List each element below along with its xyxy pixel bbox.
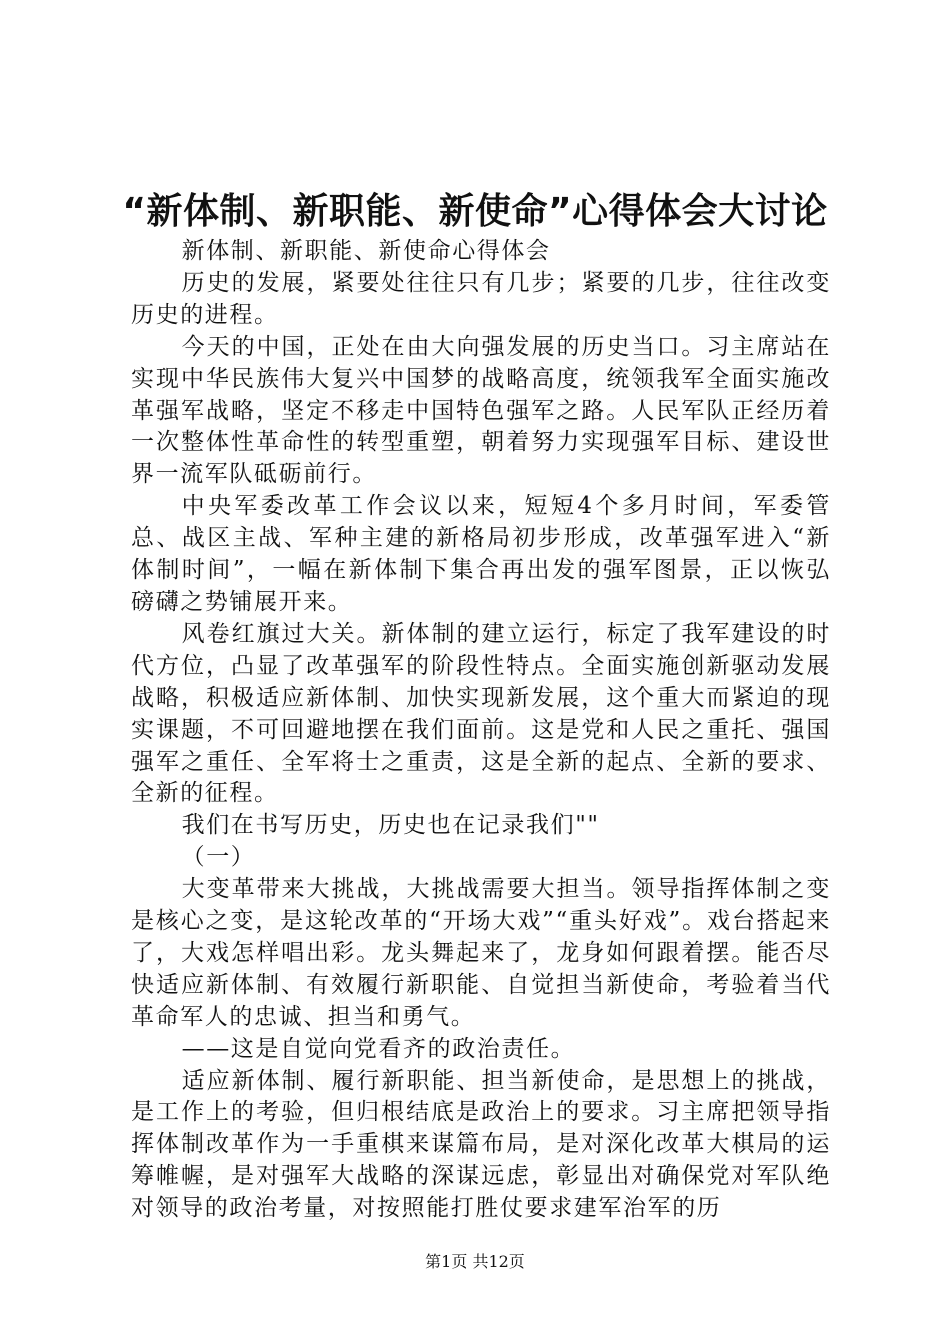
page-footer: 第1页 共12页 (425, 1252, 525, 1271)
paragraph: 今天的中国，正处在由大向强发展的历史当口。习主席站在实现中华民族伟大复兴中国梦的战略高度，统领我军全面实施改革强军战略，坚定不移走中国特色强军之路。人民军队正经历着一次整体性革命性的转型重塑，朝着努力实现强军目标、建设世界一流军队砥砺前行。 (131, 333, 831, 488)
paragraph: 中央军委改革工作会议以来，短短4个多月时间，军委管总、战区主战、军种主建的新格局初步形成，改革强军进入“新体制时间”，一幅在新体制下集合再出发的强军图景，正以恢弘磅礴之势铺展开来。 (131, 493, 831, 615)
paragraph: 大变革带来大挑战，大挑战需要大担当。领导指挥体制之变是核心之变，是这轮改革的“开场大戏”“重头好戏”。戏台搭起来了，大戏怎样唱出彩。龙头舞起来了，龙身如何跟着摆。能否尽快适应新体制、有效履行新职能、自觉担当新使命，考验着当代革命军人的忠诚、担当和勇气。 (131, 876, 831, 1030)
paragraph: 风卷红旗过大关。新体制的建立运行，标定了我军建设的时代方位，凸显了改革强军的阶段性特点。全面实施创新驱动发展战略，积极适应新体制、加快实现新发展，这个重大而紧迫的现实课题，不可回避地摆在我们面前。这是党和人民之重托、强国强军之重任、全军将士之重责，这是全新的起点、全新的要求、全新的征程。 (131, 620, 831, 807)
paragraph-subtitle: 新体制、新职能、新使命心得体会 (181, 238, 551, 264)
document-title: “新体制、新职能、新使命”心得体会大讨论 (122, 191, 828, 232)
paragraph: 我们在书写历史，历史也在记录我们"" (181, 812, 600, 839)
paragraph: ——这是自觉向党看齐的政治责任。 (181, 1035, 576, 1062)
document-body (131, 236, 831, 1225)
section-heading: （一） (181, 844, 256, 871)
paragraph: 适应新体制、履行新职能、担当新使命，是思想上的挑战，是工作上的考验，但归根结底是政治上的要求。习主席把领导指挥体制改革作为一手重棋来谋篇布局，是对深化改革大棋局的运筹帷幄，是对强军大战略的深谋远虑，彰显出对确保党对军队绝对领导的政治考量，对按照能打胜仗要求建军治军的历 (131, 1067, 831, 1222)
paragraph: 历史的发展，紧要处往往只有几步；紧要的几步，往往改变历史的进程。 (131, 269, 831, 328)
